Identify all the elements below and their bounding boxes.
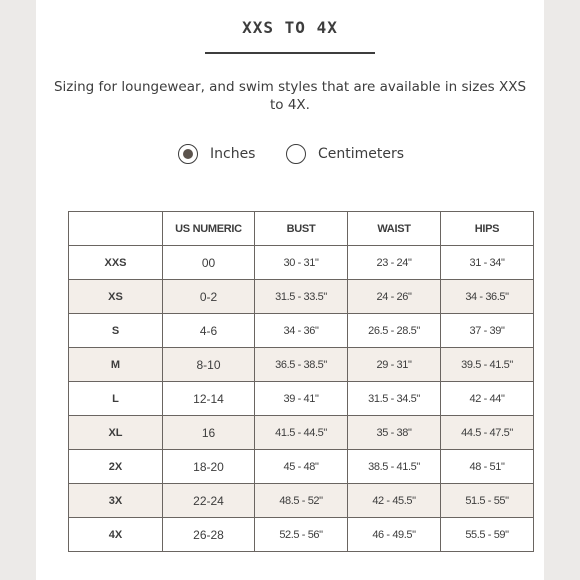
cell-waist: 46 - 49.5" [348,518,441,552]
cell-us-numeric: 12-14 [163,382,255,416]
radio-centimeters-icon[interactable] [286,144,306,164]
cell-waist: 29 - 31" [348,348,441,382]
cell-bust: 41.5 - 44.5" [255,416,348,450]
cell-bust: 34 - 36" [255,314,348,348]
cell-us-numeric: 8-10 [163,348,255,382]
cell-size: XL [69,416,163,450]
cell-bust: 45 - 48" [255,450,348,484]
cell-size: XXS [69,246,163,280]
header-bust: BUST [255,212,348,246]
table-row [69,416,534,450]
table-row [69,314,534,348]
table-row [69,382,534,416]
cell-hips: 44.5 - 47.5" [441,416,534,450]
cell-hips: 42 - 44" [441,382,534,416]
cell-size: XS [69,280,163,314]
cell-waist: 26.5 - 28.5" [348,314,441,348]
table-row [69,484,534,518]
cell-waist: 38.5 - 41.5" [348,450,441,484]
cell-us-numeric: 26-28 [163,518,255,552]
cell-us-numeric: 22-24 [163,484,255,518]
title-underline [205,52,375,54]
cell-size: 3X [69,484,163,518]
unit-label-centimeters: Centimeters [318,146,405,162]
cell-bust: 39 - 41" [255,382,348,416]
cell-waist: 42 - 45.5" [348,484,441,518]
cell-hips: 55.5 - 59" [441,518,534,552]
cell-us-numeric: 4-6 [163,314,255,348]
cell-size: 4X [69,518,163,552]
table-header-row [69,212,534,246]
cell-bust: 36.5 - 38.5" [255,348,348,382]
cell-hips: 48 - 51" [441,450,534,484]
cell-hips: 51.5 - 55" [441,484,534,518]
cell-bust: 31.5 - 33.5" [255,280,348,314]
header-size [69,212,163,246]
header-hips: HIPS [441,212,534,246]
cell-hips: 34 - 36.5" [441,280,534,314]
cell-waist: 35 - 38" [348,416,441,450]
unit-option-inches[interactable] [178,142,255,166]
table-row [69,450,534,484]
cell-bust: 52.5 - 56" [255,518,348,552]
unit-option-centimeters[interactable] [286,142,404,166]
header-waist: WAIST [348,212,441,246]
page-title: XXS TO 4X [242,18,338,37]
cell-hips: 37 - 39" [441,314,534,348]
size-description: Sizing for loungewear, and swim styles that are available in sizes XXS to 4X. [53,79,527,113]
cell-us-numeric: 18-20 [163,450,255,484]
cell-size: L [69,382,163,416]
cell-waist: 24 - 26" [348,280,441,314]
header-us-numeric: US NUMERIC [163,212,255,246]
cell-us-numeric: 0-2 [163,280,255,314]
cell-bust: 30 - 31" [255,246,348,280]
cell-hips: 31 - 34" [441,246,534,280]
cell-size: S [69,314,163,348]
table-row [69,280,534,314]
size-chart-table [68,211,534,552]
cell-waist: 31.5 - 34.5" [348,382,441,416]
cell-size: M [69,348,163,382]
table-row [69,518,534,552]
unit-label-inches: Inches [210,146,256,162]
table-row [69,348,534,382]
cell-us-numeric: 00 [163,246,255,280]
cell-bust: 48.5 - 52" [255,484,348,518]
cell-us-numeric: 16 [163,416,255,450]
cell-hips: 39.5 - 41.5" [441,348,534,382]
radio-inches-icon[interactable] [178,144,198,164]
unit-toggle [0,142,580,166]
cell-size: 2X [69,450,163,484]
cell-waist: 23 - 24" [348,246,441,280]
table-row [69,246,534,280]
